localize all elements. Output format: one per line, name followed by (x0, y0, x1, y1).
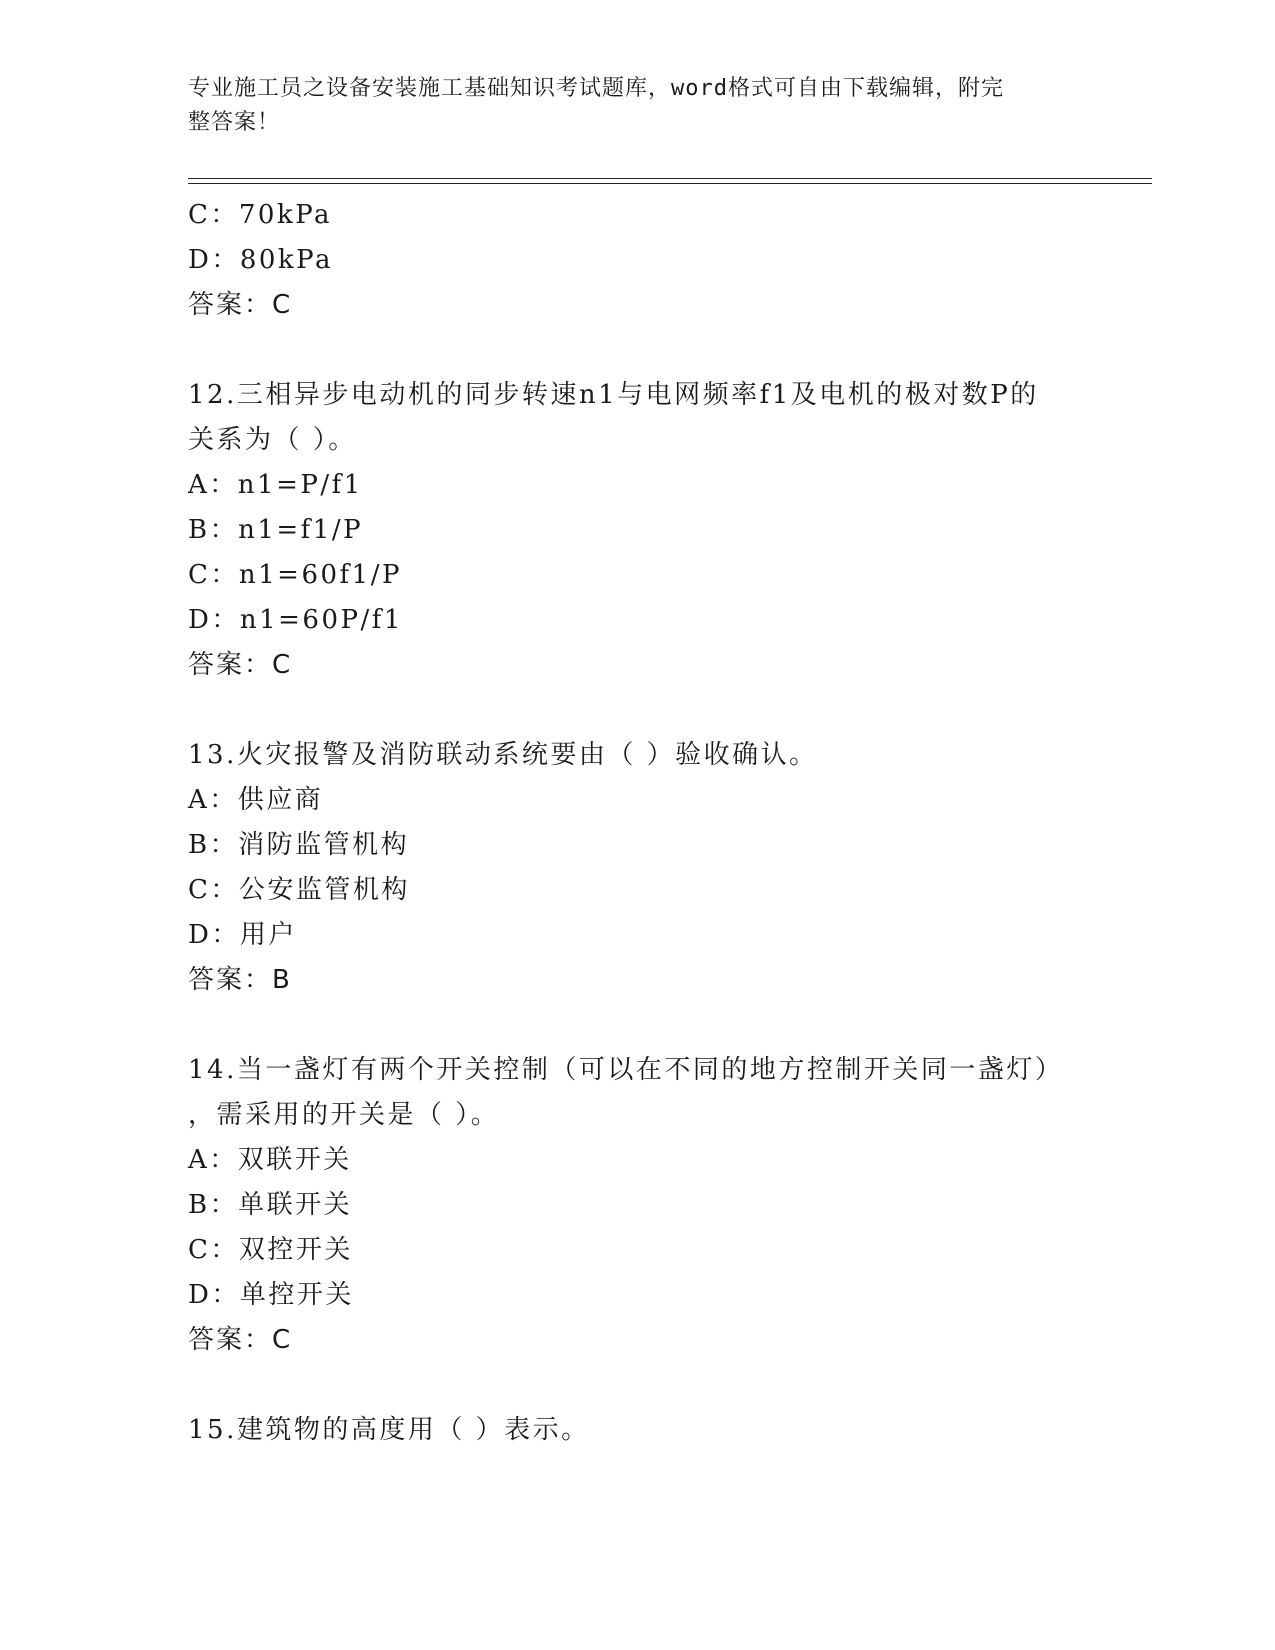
header-divider-top (188, 178, 1152, 179)
q12-stem-line-2: 关系为（ ）。 (188, 425, 357, 455)
header-line-2: 整答案！ (188, 110, 281, 135)
q13-option-c: C：公安监管机构 (188, 875, 410, 905)
q14-option-b: B：单联开关 (188, 1190, 353, 1220)
q12-stem-line-1: 12.三相异步电动机的同步转速n1与电网频率f1及电机的极对数P的 (188, 380, 1039, 410)
q12-answer: 答案：C (188, 650, 293, 680)
q12-option-d: D：n1=60P/f1 (188, 605, 403, 635)
q11-answer: 答案：C (188, 290, 293, 320)
q13-option-d: D：用户 (188, 920, 297, 950)
q11-option-c: C：70kPa (188, 200, 333, 230)
q12-option-a: A：n1=P/f1 (188, 470, 363, 500)
q14-stem-line-1: 14.当一盏灯有两个开关控制（可以在不同的地方控制开关同一盏灯） (188, 1055, 1064, 1085)
q14-option-d: D：单控开关 (188, 1280, 354, 1310)
q14-option-a: A：双联开关 (188, 1145, 352, 1175)
document-header (188, 72, 1068, 140)
header-line-1: 专业施工员之设备安装施工基础知识考试题库，word格式可自由下载编辑，附完 (188, 76, 1004, 101)
q12-option-c: C：n1=60f1/P (188, 560, 402, 590)
q13-option-b: B：消防监管机构 (188, 830, 410, 860)
q13-option-a: A：供应商 (188, 785, 324, 815)
q14-stem-line-2: ，需采用的开关是（ ）。 (188, 1100, 500, 1130)
q12-option-b: B：n1=f1/P (188, 515, 364, 545)
q13-stem-line-1: 13.火灾报警及消防联动系统要由（ ）验收确认。 (188, 740, 818, 770)
q11-option-d: D：80kPa (188, 245, 334, 275)
q14-answer: 答案：C (188, 1325, 293, 1355)
q14-option-c: C：双控开关 (188, 1235, 353, 1265)
q13-answer: 答案：B (188, 965, 292, 995)
q15-stem-line-1: 15.建筑物的高度用（ ）表示。 (188, 1415, 590, 1445)
header-divider-bottom (188, 183, 1152, 184)
